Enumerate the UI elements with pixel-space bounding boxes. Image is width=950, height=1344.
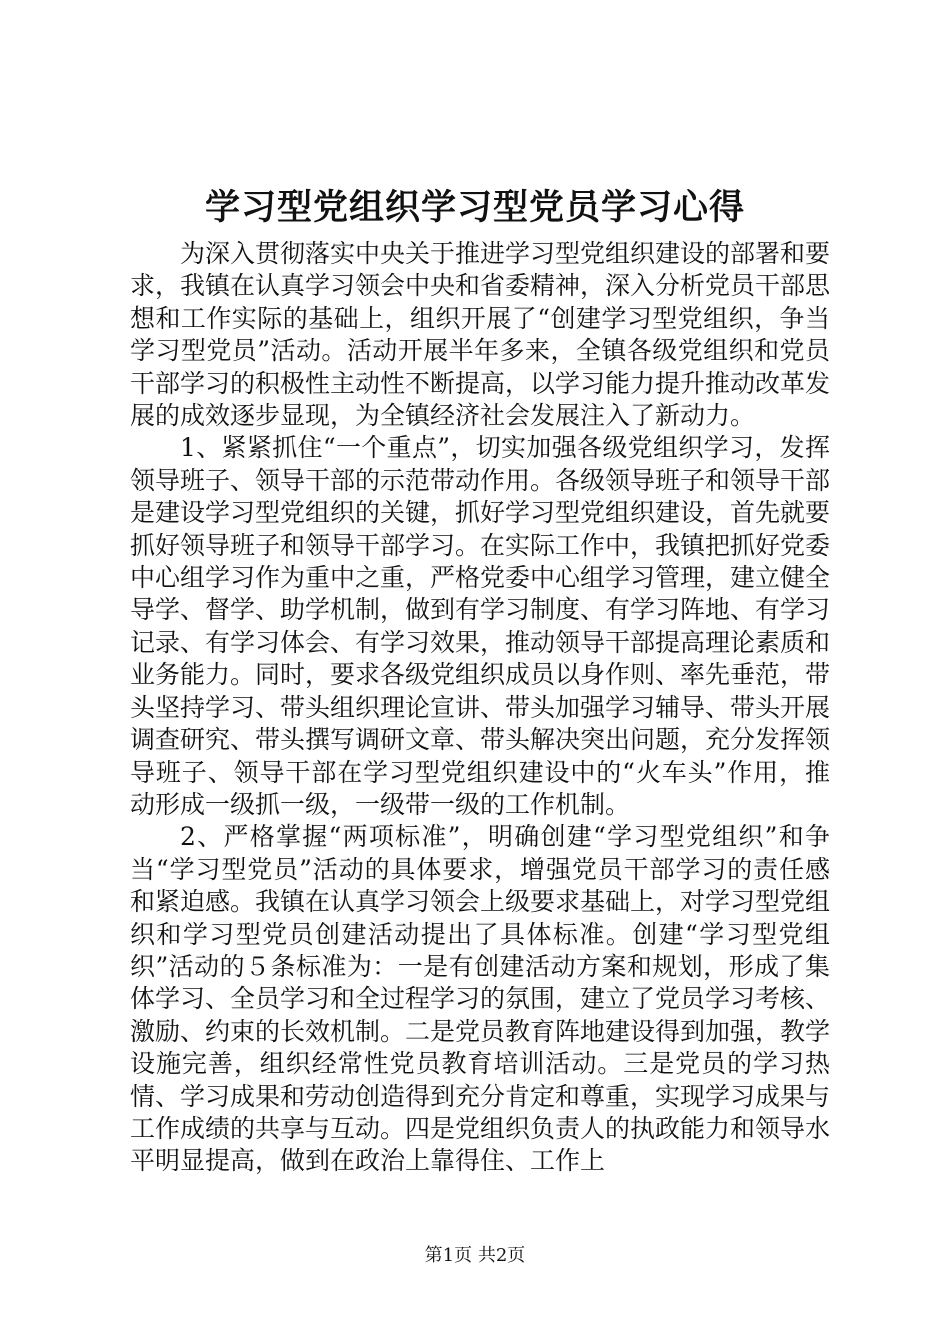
paragraph-intro: 为深入贯彻落实中央关于推进学习型党组织建设的部署和要求，我镇在认真学习领会中央和省委精神，深入分析党员干部思想和工作实际的基础上，组织开展了“创建学习型党组织，争当学习型党员”活动。活动开展半年多来，全镇各级党组织和党员干部学习的积极性主动性不断提高，以学习能力提升推动改革发展的成效逐步显现，为全镇经济社会发展注入了新动力。 [130, 239, 831, 431]
paragraph-point-2: 2、严格掌握“两项标准”，明确创建“学习型党组织”和争当“学习型党员”活动的具体要求，增强党员干部学习的责任感和紧迫感。我镇在认真学习领会上级要求基础上，对学习型党组织和学习型党员创建活动提出了具体标准。创建“学习型党组织”活动的５条标准为：一是有创建活动方案和规划，形成了集体学习、全员学习和全过程学习的氛围，建立了党员学习考核、激励、约束的长效机制。二是党员教育阵地建设得到加强，教学设施完善，组织经常性党员教育培训活动。三是党员的学习热情、学习成果和劳动创造得到充分肯定和尊重，实现学习成果与工作成绩的共享与互动。四是党组织负责人的执政能力和领导水平明显提高，做到在政治上靠得住、工作上 [130, 822, 831, 1176]
document-body [130, 238, 830, 1178]
paragraph-point-1: 1、紧紧抓住“一个重点”，切实加强各级党组织学习，发挥领导班子、领导干部的示范带动作用。各级领导班子和领导干部是建设学习型党组织的关键，抓好学习型党组织建设，首先就要抓好领导班子和领导干部学习。在实际工作中，我镇把抓好党委中心组学习作为重中之重，严格党委中心组学习管理，建立健全导学、督学、助学机制，做到有学习制度、有学习阵地、有学习记录、有学习体会、有学习效果，推动领导干部提高理论素质和业务能力。同时，要求各级党组织成员以身作则、率先垂范，带头坚持学习、带头组织理论宣讲、带头加强学习辅导、带头开展调查研究、带头撰写调研文章、带头解决突出问题，充分发挥领导班子、领导干部在学习型党组织建设中的“火车头”作用，推动形成一级抓一级，一级带一级的工作机制。 [130, 433, 831, 819]
document-title: 学习型党组织学习型党员学习心得 [204, 187, 745, 228]
page-footer: 第1页 共2页 [424, 1245, 526, 1266]
